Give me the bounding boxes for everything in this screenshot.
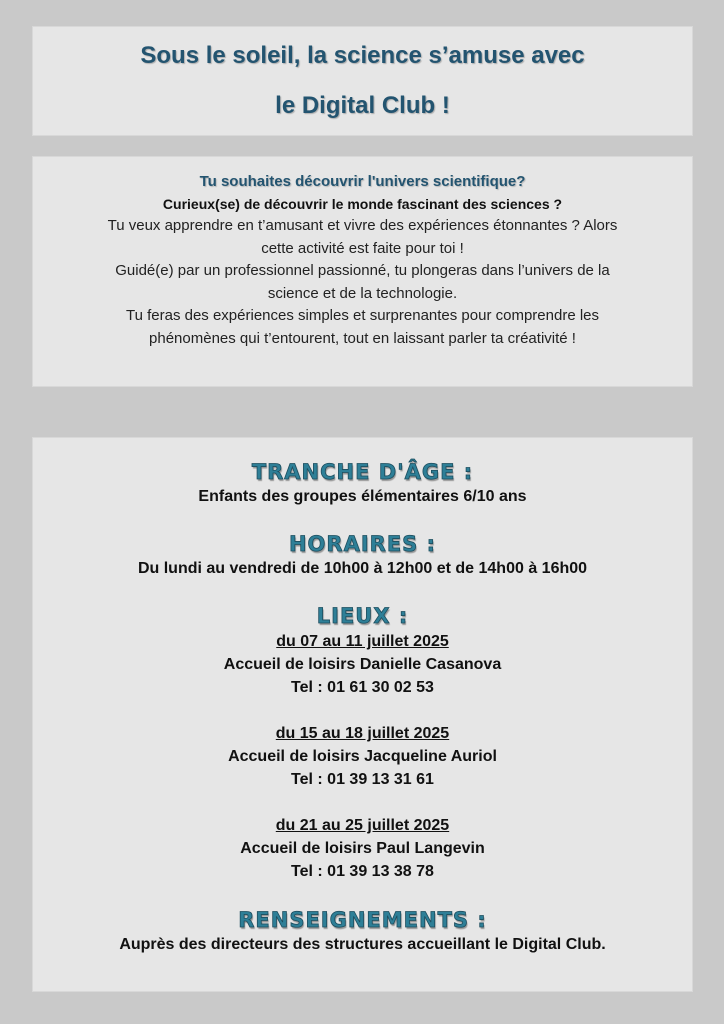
page-title-line-1: Sous le soleil, la science s’amuse avec: [140, 42, 585, 69]
locations-section-title: LIEUX :: [316, 604, 409, 628]
info-section-text: Auprès des directeurs des structures accueillant le Digital Club.: [119, 936, 606, 953]
intro-line: cette activité est faite pour toi !: [261, 239, 464, 257]
location-item: [33, 630, 692, 699]
intro-line: Tu veux apprendre en t’amusant et vivre des expériences étonnantes ? Alors: [107, 217, 618, 234]
location-place: Accueil de loisirs Paul Langevin: [240, 840, 485, 857]
info-section-title: RENSEIGNEMENTS :: [238, 908, 487, 932]
schedule-section-text: Du lundi au vendredi de 10h00 à 12h00 et de 14h00 à 16h00: [137, 560, 588, 577]
page-title-line-2: le Digital Club !: [275, 92, 450, 119]
location-item: [33, 722, 692, 791]
location-dates: du 07 au 11 juillet 2025: [276, 633, 449, 650]
location-phone: Tel : 01 61 30 02 53: [291, 679, 434, 696]
age-section-title: TRANCHE D'ÂGE :: [251, 460, 474, 484]
location-dates: du 15 au 18 juillet 2025: [275, 725, 450, 742]
location-item: [33, 814, 692, 883]
intro-heading: Tu souhaites découvrir l'univers scientifique?: [199, 173, 526, 190]
title-box: [32, 26, 693, 136]
location-phone: Tel : 01 39 13 31 61: [291, 771, 434, 788]
schedule-section-title: HORAIRES :: [288, 532, 436, 556]
age-section-text: Enfants des groupes élémentaires 6/10 ans: [198, 488, 527, 505]
location-phone: Tel : 01 39 13 38 78: [291, 863, 434, 880]
intro-subheading: Curieux(se) de découvrir le monde fascinant des sciences ?: [162, 196, 563, 212]
location-place: Accueil de loisirs Jacqueline Auriol: [228, 748, 497, 765]
intro-box: [32, 156, 693, 387]
location-dates: du 21 au 25 juillet 2025: [275, 817, 450, 834]
intro-line: Tu feras des expériences simples et surprenantes pour comprendre les: [125, 307, 599, 324]
intro-line: science et de la technologie.: [267, 284, 458, 302]
intro-line: Guidé(e) par un professionnel passionné, tu plongeras dans l’univers de la: [115, 262, 610, 279]
intro-line: phénomènes qui t’entourent, tout en laissant parler ta créativité !: [149, 329, 576, 347]
location-place: Accueil de loisirs Danielle Casanova: [223, 656, 502, 673]
details-box: [32, 437, 693, 992]
